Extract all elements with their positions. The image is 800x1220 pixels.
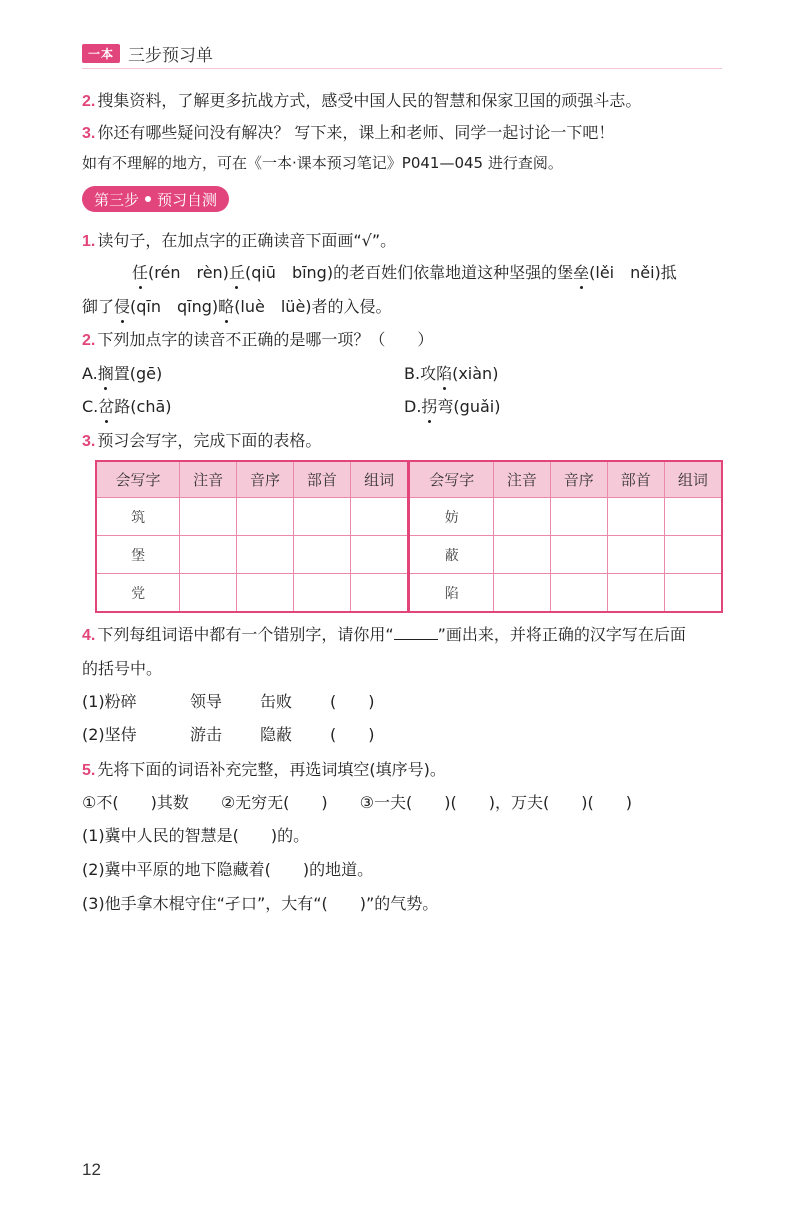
question-number: 4.: [82, 627, 96, 644]
header-title: 三步预习单: [128, 46, 214, 66]
character-cell: 筑: [96, 498, 180, 536]
character-cell: 蔽: [409, 536, 493, 574]
answer-cell[interactable]: [180, 536, 237, 574]
fill-sentence-1[interactable]: (1)冀中人民的智慧是( )的。: [82, 826, 310, 845]
answer-cell[interactable]: [293, 574, 350, 613]
sentence-text: 者的入侵。: [311, 297, 392, 316]
column-header: 部首: [293, 461, 350, 498]
exercise-1-sentence-line-1: [132, 260, 677, 283]
header-divider: [82, 68, 722, 69]
column-header: 注音: [180, 461, 237, 498]
option-b[interactable]: [404, 361, 498, 384]
sentence-text: 的老百姓们依靠地道这种坚强的堡: [333, 263, 574, 282]
option-text: C.: [82, 397, 99, 416]
option-d[interactable]: [404, 394, 500, 417]
exercise-1-sentence-line-2: [82, 294, 392, 317]
step-label: 第三步: [94, 190, 140, 209]
option-text: 弯(guǎi): [437, 397, 501, 416]
idiom-words[interactable]: ①不( )其数 ②无穷无( ) ③一夫( )( )，万夫( )( ): [82, 793, 632, 812]
dotted-char: 拐: [421, 394, 437, 417]
pinyin-options[interactable]: (lěi něi): [589, 263, 661, 282]
question-text: 你还有哪些疑问没有解决？ 写下来，课上和老师、同学一起讨论一下吧！: [97, 123, 615, 142]
character-cell: 陷: [409, 574, 493, 613]
exercise-2-prompt: [82, 327, 433, 350]
word[interactable]: 隐蔽: [260, 725, 293, 744]
table-row: [96, 498, 722, 536]
page-header: [82, 41, 213, 66]
option-text: 路(chā): [114, 397, 172, 416]
column-header: 音序: [237, 461, 294, 498]
sentence-text: 御了: [82, 297, 115, 316]
answer-cell[interactable]: [550, 498, 607, 536]
exercise-3-prompt: [82, 428, 321, 451]
word[interactable]: 游击: [190, 725, 223, 744]
bullet-dot-icon: [145, 196, 151, 202]
answer-cell[interactable]: [550, 536, 607, 574]
column-header: 音序: [550, 461, 607, 498]
brand-logo: 一本: [82, 44, 120, 63]
column-header: 组词: [664, 461, 722, 498]
option-text: D.: [404, 397, 422, 416]
reference-note: 如有不理解的地方，可在《一本·课本预习笔记》P041—045 进行查阅。: [82, 154, 563, 172]
dotted-char: 岔: [98, 394, 114, 417]
dotted-char: 侵: [114, 294, 130, 317]
answer-cell[interactable]: [237, 574, 294, 613]
answer-cell[interactable]: [664, 574, 722, 613]
dotted-char: 丘: [229, 260, 245, 283]
option-a[interactable]: [82, 361, 162, 384]
word-group-1: [82, 689, 375, 712]
option-text: A.: [82, 364, 98, 383]
exercise-4-prompt-cont: 的括号中。: [82, 659, 163, 678]
answer-cell[interactable]: [493, 536, 550, 574]
option-text: B.攻: [404, 364, 437, 383]
question-text: 搜集资料，了解更多抗战方式，感受中国人民的智慧和保家卫国的顽强斗志。: [97, 91, 642, 110]
question-number: 2.: [82, 93, 96, 110]
page-number: 12: [82, 1160, 101, 1179]
answer-cell[interactable]: [550, 574, 607, 613]
pinyin-options[interactable]: (qiū bīng): [244, 263, 334, 282]
dotted-char: 任: [132, 260, 148, 283]
question-text: 先将下面的词语补充完整，再选词填空(填序号)。: [97, 760, 446, 779]
pinyin-options[interactable]: (qīn qīng): [130, 297, 219, 316]
table-header-row: [96, 461, 722, 498]
table-row: [96, 574, 722, 613]
answer-cell[interactable]: [350, 574, 409, 613]
word[interactable]: (1)粉碎: [82, 692, 137, 711]
question-2: [82, 88, 641, 111]
answer-cell[interactable]: [607, 574, 664, 613]
option-text: 置(gē): [113, 364, 163, 383]
exercise-4-prompt: [82, 622, 686, 645]
answer-cell[interactable]: [293, 536, 350, 574]
character-cell: 妨: [409, 498, 493, 536]
question-text: ”画出来，并将正确的汉字写在后面: [437, 625, 686, 644]
dotted-char: 陷: [436, 361, 452, 384]
step-3-badge: [82, 186, 229, 212]
writing-practice-table: [95, 460, 723, 613]
answer-cell[interactable]: [180, 498, 237, 536]
answer-cell[interactable]: [607, 536, 664, 574]
answer-cell[interactable]: [293, 498, 350, 536]
column-header: 会写字: [96, 461, 180, 498]
question-number: 1.: [82, 233, 96, 250]
question-number: 2.: [82, 332, 96, 349]
exercise-5-prompt: [82, 757, 446, 780]
answer-blank[interactable]: ( ): [330, 725, 375, 744]
fill-sentence-3[interactable]: (3)他手拿木棍守住“孑口”，大有“( )”的气势。: [82, 894, 439, 913]
question-text: 下列加点字的读音不正确的是哪一项？（ ）: [97, 330, 434, 349]
answer-cell[interactable]: [350, 498, 409, 536]
column-header: 部首: [607, 461, 664, 498]
answer-cell[interactable]: [350, 536, 409, 574]
pinyin-options[interactable]: (rén rèn): [148, 263, 229, 282]
question-text: 预习会写字，完成下面的表格。: [97, 431, 322, 450]
answer-cell[interactable]: [493, 498, 550, 536]
step-title: 预习自测: [157, 190, 218, 209]
column-header: 组词: [350, 461, 409, 498]
answer-blank[interactable]: ( ): [330, 692, 375, 711]
fill-sentence-2[interactable]: (2)冀中平原的地下隐藏着( )的地道。: [82, 860, 374, 879]
sentence-text: 抵: [660, 263, 677, 282]
question-3: [82, 120, 614, 143]
character-cell: 堡: [96, 536, 180, 574]
question-text: 读句子，在加点字的正确读音下面画“√”。: [97, 231, 397, 250]
dotted-char: 垒: [573, 260, 589, 283]
answer-cell[interactable]: [607, 498, 664, 536]
answer-cell[interactable]: [237, 536, 294, 574]
answer-cell[interactable]: [493, 574, 550, 613]
option-c[interactable]: [82, 394, 172, 417]
table-row: [96, 536, 722, 574]
column-header: 会写字: [409, 461, 493, 498]
dotted-char: 搁: [98, 361, 114, 384]
answer-cell[interactable]: [180, 574, 237, 613]
option-text: (xiàn): [452, 364, 499, 383]
question-number: 3.: [82, 433, 96, 450]
character-cell: 党: [96, 574, 180, 613]
question-number: 5.: [82, 762, 96, 779]
column-header: 注音: [493, 461, 550, 498]
word[interactable]: 缶败: [260, 692, 293, 711]
question-number: 3.: [82, 125, 96, 142]
answer-cell[interactable]: [664, 498, 722, 536]
dotted-char: 略: [218, 294, 234, 317]
answer-cell[interactable]: [237, 498, 294, 536]
pinyin-options[interactable]: (luè lüè): [234, 297, 312, 316]
answer-cell[interactable]: [664, 536, 722, 574]
question-text: 下列每组词语中都有一个错别字，请你用“: [97, 625, 394, 644]
word-group-2: [82, 722, 375, 745]
word[interactable]: 领导: [190, 692, 223, 711]
word[interactable]: (2)坚侍: [82, 725, 137, 744]
exercise-1-prompt: [82, 228, 396, 251]
underline-mark: [394, 625, 438, 640]
